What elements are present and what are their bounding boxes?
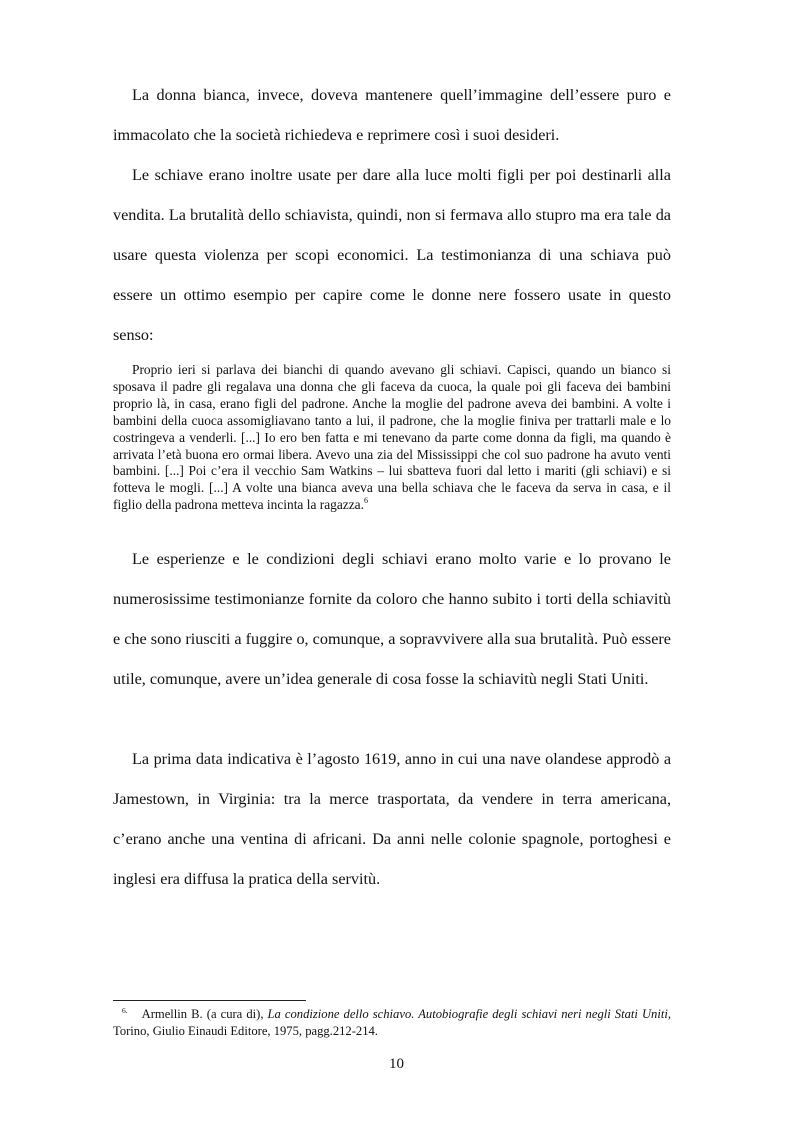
footnote-reference: 6 [363,496,368,506]
footnote-divider [113,1000,306,1001]
page-number: 10 [389,1056,404,1072]
footnote-publication: , Torino, Giulio Einaudi Editore, 1975, pagg.212-214. [113,1007,671,1038]
footnote-author: Armellin B. (a cura di), [141,1007,268,1021]
paragraph-slave-conditions: Le esperienze e le condizioni degli schiavi erano molto varie e lo provano le numerosissime testimonianze fornite da coloro che hanno subito i torti della schiavitù e che sono riusciti a fuggire o, comunque, a sopravvivere alla sua brutalità. Può essere utile, comunque, avere un’idea generale di cosa fosse la schiavitù negli Stati Uniti. [113,550,671,688]
footnote-book-title: La condizione dello schiavo. Autobiografie degli schiavi neri negli Stati Uniti [267,1007,668,1021]
paragraph-slave-women: Le schiave erano inoltre usate per dare alla luce molti figli per poi destinarli alla vendita. La brutalità dello schiavista, quindi, non si fermava allo stupro ma era tale da usare questa violenza per scopi economici. La testimonianza di una schiava può essere un ottimo esempio per capire come le donne nere fossero usate in questo senso: [113,166,671,344]
paragraph-1619-history: La prima data indicativa è l’agosto 1619, anno in cui una nave olandese approdò a Jamestown, in Virginia: tra la merce trasportata, da vendere in terra americana, c’erano anche una ventina di africani. Da anni nelle colonie spagnole, portoghesi e inglesi era diffusa la pratica della servitù. [113,750,671,888]
footnote [113,1006,671,1040]
paragraph-white-woman: La donna bianca, invece, doveva mantenere quell’immagine dell’essere puro e immacolato che la società richiedeva e reprimere così i suoi desideri. [113,86,671,144]
footnote-marker: 6. [122,1006,128,1015]
block-quote-testimony [113,362,671,514]
block-quote-text: Proprio ieri si parlava dei bianchi di quando avevano gli schiavi. Capisci, quando un bianco si sposava il padre gli regalava una donna che gli faceva da cuoca, la quale poi gli faceva dei bambini proprio là, in casa, erano figli del padrone. Anche la moglie del padrone aveva dei bambini. A volte i bambini della cuoca assomigliavano tanto a lui, il padrone, che la moglie finiva per trattarli male e lo costringeva a venderli. [...] Io ero ben fatta e mi tenevano da parte come donna da figli, ma quando è arrivata l’età buona ero ormai libera. Avevo una zia del Mississippi che col suo padrone ha avuto venti bambini. [...] Poi c’era il vecchio Sam Watkins – lui sbatteva fuori dal letto i mariti (gli schiavi) e si fotteva le mogli. [...] A volte una bianca aveva una bella schiava che le faceva da serva in casa, e il figlio della padrona metteva incinta la ragazza. [113,362,671,513]
